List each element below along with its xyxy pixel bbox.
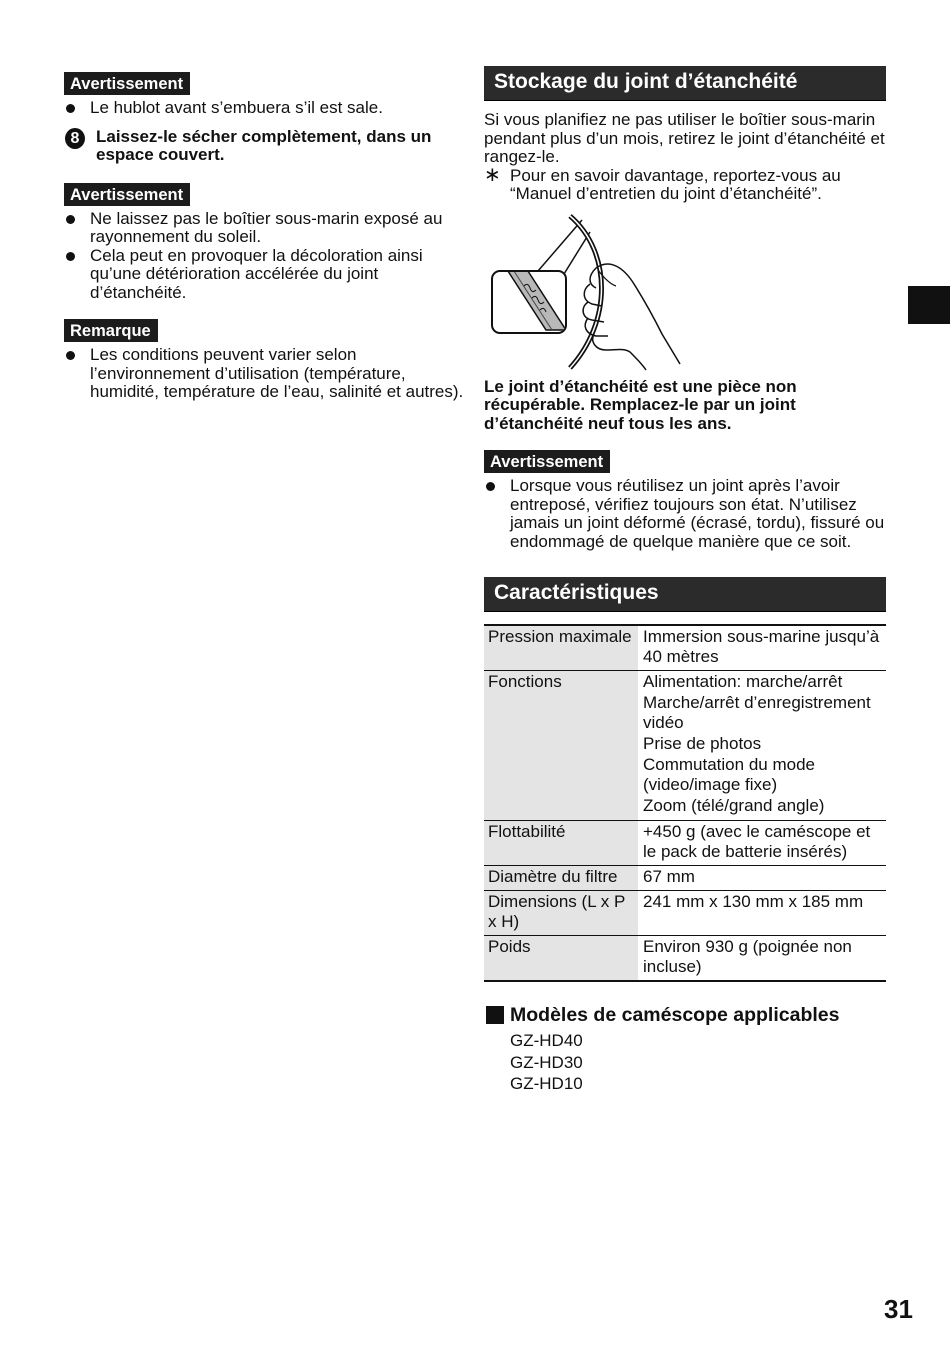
warning-list: [64, 99, 464, 118]
warning-block-fogging: [64, 72, 464, 118]
star-note-text: Pour en savoir davantage, reportez-vous au “Manuel d’entretien du joint d’étanchéité”.: [510, 165, 841, 203]
list-item: GZ-HD40: [510, 1031, 583, 1050]
list-item: GZ-HD10: [510, 1074, 583, 1093]
star-note: [484, 163, 886, 204]
list-item: GZ-HD30: [510, 1052, 583, 1072]
hand-holding-seal-icon: [484, 212, 886, 372]
function-line: Marche/arrêt d’enregistrement vidéo: [643, 693, 871, 732]
function-line: Commutation du mode (video/image fixe): [643, 755, 815, 794]
section-heading-storage: Stockage du joint d’étanchéité: [484, 66, 886, 101]
table-row: [484, 821, 886, 866]
right-column: [484, 66, 886, 1095]
spec-key: Dimensions (L x P x H): [484, 891, 638, 936]
bullet-item: Les conditions peuvent varier selon l’environnement d’utilisation (température, humidité, température de l’eau, salinité et autres).: [64, 346, 464, 402]
bullet-item: Lorsque vous réutilisez un joint après l’avoir entreposé, vérifiez toujours son état. N’utilisez jamais un joint déformé (écrasé, tordu), fissuré ou endommagé de quelque manière que ce soit.: [484, 477, 886, 551]
square-bullet-icon: [486, 1006, 504, 1024]
page-number: 31: [884, 1294, 913, 1324]
warning-block-reuse: [484, 450, 886, 551]
storage-paragraph: Si vous planifiez ne pas utiliser le boîtier sous-marin pendant plus d’un mois, retirez le joint d’étanchéité et rangez-le.: [484, 110, 885, 166]
warning-list: [64, 210, 464, 303]
spec-key: Diamètre du filtre: [484, 866, 638, 891]
section-heading-specs: Caractéristiques: [484, 577, 886, 612]
spec-key: Pression maximale: [484, 625, 638, 671]
spec-key: Fonctions: [484, 671, 638, 821]
spec-value: +450 g (avec le caméscope et le pack de batterie insérés): [638, 821, 886, 866]
spec-value: Environ 930 g (poignée non incluse): [638, 936, 886, 982]
bullet-item: Le hublot avant s’embuera s’il est sale.: [64, 99, 464, 118]
step-text: Laissez-le sécher complètement, dans un espace couvert.: [96, 126, 432, 164]
model-list: [484, 1030, 886, 1095]
models-heading-text: Modèles de caméscope applicables: [510, 1004, 840, 1026]
note-block: [64, 319, 464, 402]
bullet-item: Ne laissez pas le boîtier sous-marin exposé au rayonnement du soleil.: [64, 210, 464, 247]
table-row: [484, 936, 886, 982]
section-tab-marker: [908, 286, 950, 324]
asterisk-icon: ∗: [484, 163, 501, 186]
bold-notice: Le joint d’étanchéité est une pièce non récupérable. Remplacez-le par un joint d’étanchéité neuf tous les ans.: [484, 376, 797, 433]
table-row: [484, 625, 886, 671]
warning-label: Avertissement: [64, 72, 190, 95]
spec-value: Immersion sous-marine jusqu’à 40 mètres: [638, 625, 886, 671]
function-line: Zoom (télé/grand angle): [643, 796, 825, 815]
warning-label: Avertissement: [484, 450, 610, 473]
bullet-item: Cela peut en provoquer la décoloration ainsi qu’une détérioration accélérée du joint d’étanchéité.: [64, 247, 464, 303]
models-heading: [484, 1004, 886, 1026]
warning-label: Avertissement: [64, 183, 190, 206]
spec-value: [638, 671, 886, 821]
table-row: [484, 891, 886, 936]
spec-key: Poids: [484, 936, 638, 982]
spec-value: 67 mm: [638, 866, 886, 891]
warning-list: [484, 477, 886, 551]
table-row: [484, 671, 886, 821]
note-label: Remarque: [64, 319, 158, 342]
step-8: [64, 128, 464, 165]
left-column: [64, 72, 464, 402]
warning-block-sun: [64, 183, 464, 303]
spec-value: 241 mm x 130 mm x 185 mm: [638, 891, 886, 936]
function-line: Alimentation: marche/arrêt: [643, 672, 843, 691]
step-number-badge: 8: [65, 128, 85, 149]
function-line: Prise de photos: [643, 734, 762, 753]
table-row: [484, 866, 886, 891]
spec-table: [484, 624, 886, 982]
spec-key: Flottabilité: [484, 821, 638, 866]
note-list: [64, 346, 464, 402]
